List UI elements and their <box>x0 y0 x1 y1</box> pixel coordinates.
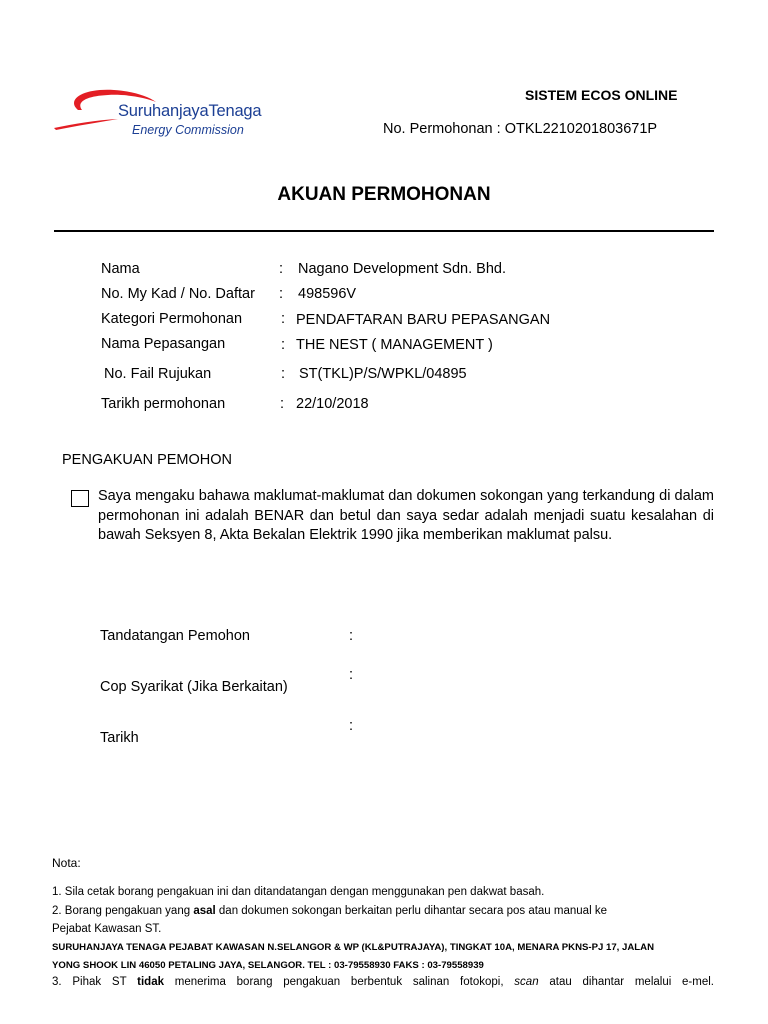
field-colon: : <box>280 396 285 412</box>
field-colon: : <box>279 286 284 302</box>
notes-heading: Nota: <box>52 856 81 870</box>
note-3-text: atau dihantar melalui e-mel. <box>538 976 714 988</box>
office-address-line2: YONG SHOOK LIN 46050 PETALING JAYA, SELANGOR. TEL : 03-79558930 FAKS : 03-79558939 <box>52 960 484 971</box>
note-2 <box>52 905 607 917</box>
field-value-tarikh-permohonan: 22/10/2018 <box>296 396 369 412</box>
field-label-nama: Nama <box>101 261 140 277</box>
energy-commission-logo <box>52 80 322 140</box>
application-number-label: No. Permohonan : <box>383 121 501 137</box>
declaration-heading: PENGAKUAN PEMOHON <box>62 452 232 468</box>
field-label-mykad: No. My Kad / No. Daftar <box>101 286 255 302</box>
note-1: 1. Sila cetak borang pengakuan ini dan ditandatangan dengan menggunakan pen dakwat basah. <box>52 886 545 898</box>
note-2-emphasis: asal <box>193 905 216 917</box>
field-label-pepasangan: Nama Pepasangan <box>101 336 226 352</box>
note-3 <box>52 976 714 988</box>
note-2-text: dan dokumen sokongan berkaitan perlu dihantar secara pos atau manual ke <box>215 905 607 917</box>
field-colon: : <box>281 366 286 382</box>
application-number <box>383 121 657 137</box>
field-value-kategori: PENDAFTARAN BARU PEPASANGAN <box>296 312 551 328</box>
office-address-line1: SURUHANJAYA TENAGA PEJABAT KAWASAN N.SELANGOR & WP (KL&PUTRAJAYA), TINGKAT 10A, MENARA PKNS-PJ 17, JALAN <box>52 942 654 953</box>
signature-label-tandatangan: Tandatangan Pemohon <box>100 628 250 644</box>
logo-name: SuruhanjayaTenaga <box>118 102 262 120</box>
signature-colon: : <box>349 667 354 683</box>
note-3-emphasis: tidak <box>137 976 164 988</box>
note-3-text: menerima borang pengakuan berbentuk salinan fotokopi, <box>164 976 515 988</box>
declaration-checkbox[interactable] <box>71 490 89 507</box>
signature-label-tarikh: Tarikh <box>100 730 139 746</box>
note-2-line2: Pejabat Kawasan ST. <box>52 923 162 935</box>
field-value-fail-rujukan: ST(TKL)P/S/WPKL/04895 <box>299 366 467 382</box>
field-value-nama: Nagano Development Sdn. Bhd. <box>298 261 506 277</box>
field-value-mykad: 498596V <box>298 286 357 302</box>
document-title: AKUAN PERMOHONAN <box>277 184 491 205</box>
signature-colon: : <box>349 628 354 644</box>
field-value-pepasangan: THE NEST ( MANAGEMENT ) <box>296 337 493 353</box>
note-3-italic: scan <box>514 976 539 988</box>
declaration-text: Saya mengaku bahawa maklumat-maklumat dan dokumen sokongan yang terkandung di dalam permohonan ini adalah BENAR dan betul dan saya sedar adalah menjadi suatu kesalahan di bawah Seksyen 8, Akta Bekalan Elektrik 1990 jika memberikan maklumat palsu. <box>98 488 714 543</box>
title-divider <box>54 230 714 232</box>
application-number-value: OTKL2210201803671P <box>504 121 658 137</box>
field-label-fail-rujukan: No. Fail Rujukan <box>104 366 212 382</box>
field-label-tarikh-permohonan: Tarikh permohonan <box>101 396 226 412</box>
system-title: SISTEM ECOS ONLINE <box>525 87 678 103</box>
note-3-text: 3. Pihak ST <box>52 976 138 988</box>
logo-subtitle: Energy Commission <box>132 123 244 137</box>
note-2-text: 2. Borang pengakuan yang <box>52 905 194 917</box>
field-colon: : <box>279 261 284 277</box>
field-colon: : <box>281 337 286 353</box>
signature-label-cop: Cop Syarikat (Jika Berkaitan) <box>100 679 288 695</box>
signature-colon: : <box>349 718 354 734</box>
field-label-kategori: Kategori Permohonan <box>101 311 243 327</box>
field-colon: : <box>281 311 286 327</box>
